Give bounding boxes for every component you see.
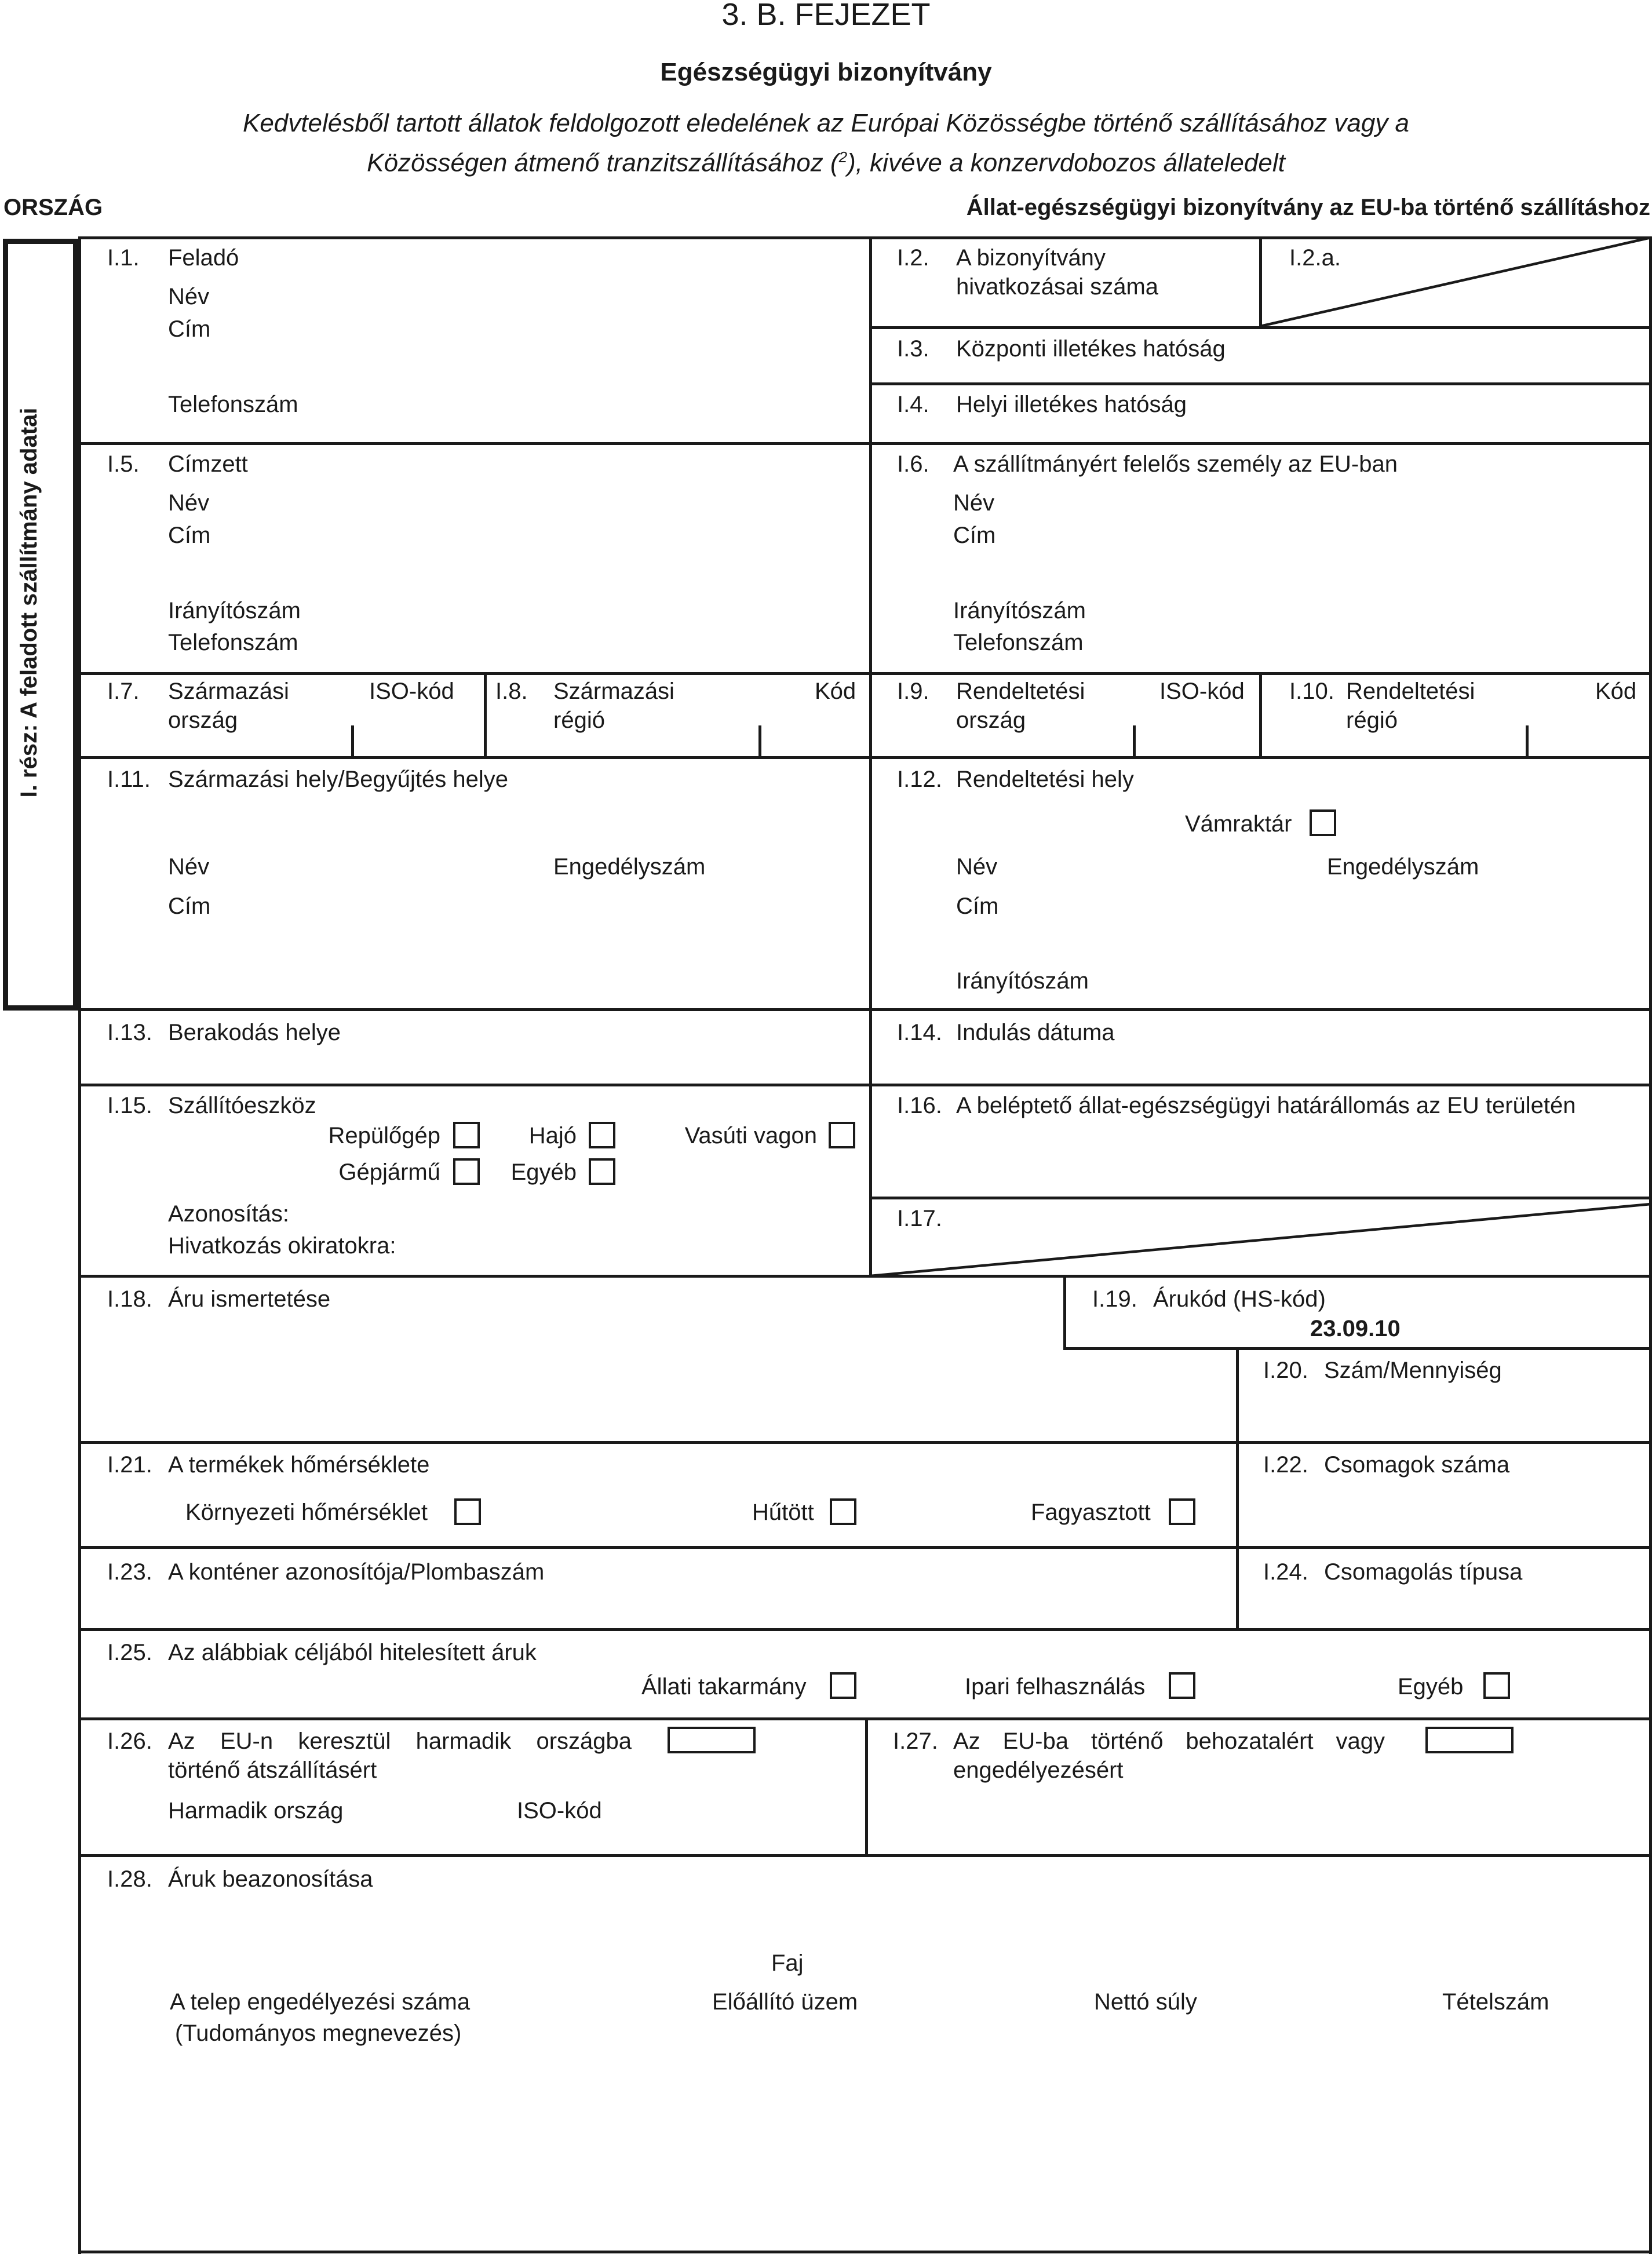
i5-name-label: Név bbox=[168, 490, 210, 516]
i11-approval-label: Engedélyszám bbox=[553, 854, 706, 880]
i14-number: I.14. bbox=[897, 1020, 942, 1045]
i12-number: I.12. bbox=[897, 767, 942, 792]
i15-ship-checkbox[interactable] bbox=[589, 1122, 615, 1148]
i5-label: Címzett bbox=[168, 451, 248, 477]
i28-establishment-label: A telep engedélyezési száma bbox=[170, 1989, 471, 2015]
i12-name-label: Név bbox=[956, 854, 998, 880]
i25-other-checkbox[interactable] bbox=[1483, 1672, 1510, 1699]
i21-chilled-label: Hűtött bbox=[752, 1500, 814, 1525]
i15-label: Szállítóeszköz bbox=[168, 1093, 316, 1118]
i3-number: I.3. bbox=[897, 336, 929, 362]
i27-label-line2: engedélyezésért bbox=[953, 1757, 1124, 1783]
i16-label: A beléptető állat-egészségügyi határállomás az EU területén bbox=[956, 1093, 1576, 1118]
i26-number: I.26. bbox=[107, 1728, 152, 1754]
i22-label: Csomagok száma bbox=[1324, 1452, 1510, 1478]
i8-code-label: Kód bbox=[815, 679, 856, 704]
i18-number: I.18. bbox=[107, 1286, 152, 1312]
i21-ambient-label: Környezeti hőmérséklet bbox=[185, 1500, 428, 1525]
i9-label-line2: ország bbox=[956, 707, 1026, 733]
i27-checkbox[interactable] bbox=[1425, 1727, 1514, 1753]
i17-number: I.17. bbox=[897, 1206, 942, 1231]
i15-identification-label: Azonosítás: bbox=[168, 1201, 290, 1227]
i14-label: Indulás dátuma bbox=[956, 1020, 1115, 1045]
i22-number: I.22. bbox=[1263, 1452, 1308, 1478]
i7-label-line2: ország bbox=[168, 707, 238, 733]
i21-chilled-checkbox[interactable] bbox=[830, 1498, 856, 1525]
i20-label: Szám/Mennyiség bbox=[1324, 1358, 1502, 1383]
i13-label: Berakodás helye bbox=[168, 1020, 341, 1045]
i25-feed-checkbox[interactable] bbox=[830, 1672, 856, 1699]
i2-label-line2: hivatkozásai száma bbox=[956, 274, 1159, 300]
i7-number: I.7. bbox=[107, 679, 140, 704]
document-subtitle-line1: Kedvtelésből tartott állatok feldolgozott eledelének az Európai Közösségbe történő szállításához vagy a bbox=[242, 109, 1410, 137]
certificate-type: Állat-egészségügyi bizonyítvány az EU-ba történő szállításhoz bbox=[966, 195, 1650, 220]
i1-address-label: Cím bbox=[168, 316, 211, 342]
document-title: Egészségügyi bizonyítvány bbox=[660, 58, 992, 86]
i7-code-label: ISO-kód bbox=[369, 679, 454, 704]
i11-number: I.11. bbox=[107, 767, 151, 792]
i26-checkbox[interactable] bbox=[668, 1727, 756, 1753]
i15-vehicle-label: Gépjármű bbox=[338, 1159, 440, 1185]
i4-label: Helyi illetékes hatóság bbox=[956, 392, 1187, 417]
i21-frozen-checkbox[interactable] bbox=[1169, 1498, 1195, 1525]
i19-label: Árukód (HS-kód) bbox=[1153, 1286, 1326, 1312]
i12-warehouse-checkbox[interactable] bbox=[1310, 809, 1336, 836]
i9-code-label: ISO-kód bbox=[1159, 679, 1245, 704]
i25-other-label: Egyéb bbox=[1398, 1674, 1464, 1699]
document-subtitle-line2: Közösségen átmenő tranzitszállításához ($^2$), kivéve a konzervdobozos állateledelt bbox=[367, 148, 1285, 177]
i12-warehouse-label: Vámraktár bbox=[1185, 811, 1292, 837]
i10-label-line2: régió bbox=[1346, 707, 1398, 733]
i5-number: I.5. bbox=[107, 451, 140, 477]
i2-number: I.2. bbox=[897, 245, 929, 271]
i25-label: Az alábbiak céljából hitelesített áruk bbox=[168, 1640, 537, 1665]
i21-label: A termékek hőmérséklete bbox=[168, 1452, 430, 1478]
i1-label: Feladó bbox=[168, 245, 239, 271]
chapter-heading: 3. B. FEJEZET bbox=[721, 0, 931, 32]
i11-label: Származási hely/Begyűjtés helye bbox=[168, 767, 508, 792]
i15-number: I.15. bbox=[107, 1093, 152, 1118]
i15-plane-label: Repülőgép bbox=[328, 1123, 440, 1148]
i10-code-label: Kód bbox=[1595, 679, 1637, 704]
i26-code-label: ISO-kód bbox=[517, 1798, 602, 1823]
i28-plant-label: Előállító üzem bbox=[712, 1989, 858, 2015]
i15-other-checkbox[interactable] bbox=[589, 1158, 615, 1185]
i28-scientific-name-label: (Tudományos megnevezés) bbox=[175, 2020, 462, 2046]
i28-label: Áruk beazonosítása bbox=[168, 1866, 373, 1892]
i19-number: I.19. bbox=[1092, 1286, 1137, 1312]
i12-label: Rendeltetési hely bbox=[956, 767, 1134, 792]
i15-plane-checkbox[interactable] bbox=[453, 1122, 480, 1148]
i10-number: I.10. bbox=[1289, 679, 1334, 704]
i15-documents-label: Hivatkozás okiratokra: bbox=[168, 1233, 396, 1259]
i9-number: I.9. bbox=[897, 679, 929, 704]
i15-other-label: Egyéb bbox=[510, 1159, 577, 1185]
i24-number: I.24. bbox=[1263, 1559, 1308, 1585]
i5-postcode-label: Irányítószám bbox=[168, 598, 301, 623]
i11-name-label: Név bbox=[168, 854, 210, 880]
i25-number: I.25. bbox=[107, 1640, 152, 1665]
i26-label-line1: Az EU-n keresztül harmadik országba bbox=[168, 1728, 632, 1754]
i8-label-line1: Származási bbox=[553, 679, 674, 704]
i25-industrial-label: Ipari felhasználás bbox=[965, 1674, 1146, 1699]
i4-number: I.4. bbox=[897, 392, 929, 417]
i8-label-line2: régió bbox=[553, 707, 605, 733]
i8-number: I.8. bbox=[495, 679, 528, 704]
i9-label-line1: Rendeltetési bbox=[956, 679, 1085, 704]
i15-rail-checkbox[interactable] bbox=[829, 1122, 855, 1148]
i3-label: Központi illetékes hatóság bbox=[956, 336, 1226, 362]
i6-number: I.6. bbox=[897, 451, 929, 477]
i2a-number: I.2.a. bbox=[1289, 245, 1341, 271]
i16-number: I.16. bbox=[897, 1093, 942, 1118]
i13-number: I.13. bbox=[107, 1020, 152, 1045]
i19-hs-code-value: 23.09.10 bbox=[1310, 1316, 1401, 1341]
i6-name-label: Név bbox=[953, 490, 995, 516]
i15-vehicle-checkbox[interactable] bbox=[453, 1158, 480, 1185]
i24-label: Csomagolás típusa bbox=[1324, 1559, 1523, 1585]
i10-label-line1: Rendeltetési bbox=[1346, 679, 1475, 704]
i21-ambient-checkbox[interactable] bbox=[454, 1498, 481, 1525]
i20-number: I.20. bbox=[1263, 1358, 1308, 1383]
country-label: ORSZÁG bbox=[3, 195, 103, 220]
i6-label: A szállítmányért felelős személy az EU-ban bbox=[953, 451, 1398, 477]
i6-phone-label: Telefonszám bbox=[953, 630, 1084, 655]
i28-batch-label: Tételszám bbox=[1442, 1989, 1549, 2015]
i11-address-label: Cím bbox=[168, 893, 211, 919]
i5-address-label: Cím bbox=[168, 523, 211, 548]
i21-number: I.21. bbox=[107, 1452, 152, 1478]
i23-number: I.23. bbox=[107, 1559, 152, 1585]
i12-approval-label: Engedélyszám bbox=[1327, 854, 1479, 880]
i12-address-label: Cím bbox=[956, 893, 999, 919]
i27-number: I.27. bbox=[893, 1728, 938, 1754]
i28-species-label: Faj bbox=[771, 1950, 804, 1976]
i26-third-country-label: Harmadik ország bbox=[168, 1798, 344, 1823]
i18-label: Áru ismertetése bbox=[168, 1286, 331, 1312]
i15-ship-label: Hajó bbox=[528, 1123, 577, 1148]
i5-phone-label: Telefonszám bbox=[168, 630, 298, 655]
i28-number: I.28. bbox=[107, 1866, 152, 1892]
i28-net-weight-label: Nettó súly bbox=[1094, 1989, 1197, 2015]
i7-label-line1: Származási bbox=[168, 679, 289, 704]
i25-industrial-checkbox[interactable] bbox=[1169, 1672, 1195, 1699]
i6-postcode-label: Irányítószám bbox=[953, 598, 1086, 623]
i2-label-line1: A bizonyítvány bbox=[956, 245, 1106, 271]
i27-label-line1: Az EU-ba történő behozatalért vagy bbox=[953, 1728, 1385, 1754]
i21-frozen-label: Fagyasztott bbox=[1031, 1500, 1151, 1525]
i25-feed-label: Állati takarmány bbox=[641, 1674, 807, 1699]
side-label: I. rész: A feladott szállítmány adatai bbox=[16, 407, 42, 798]
i26-label-line2: történő átszállításért bbox=[168, 1757, 377, 1783]
i1-phone-label: Telefonszám bbox=[168, 392, 298, 417]
i6-address-label: Cím bbox=[953, 523, 996, 548]
i1-number: I.1. bbox=[107, 245, 140, 271]
i1-name-label: Név bbox=[168, 284, 210, 309]
i23-label: A konténer azonosítója/Plombaszám bbox=[168, 1559, 545, 1585]
i15-rail-label: Vasúti vagon bbox=[684, 1123, 817, 1148]
i12-postcode-label: Irányítószám bbox=[956, 968, 1089, 994]
